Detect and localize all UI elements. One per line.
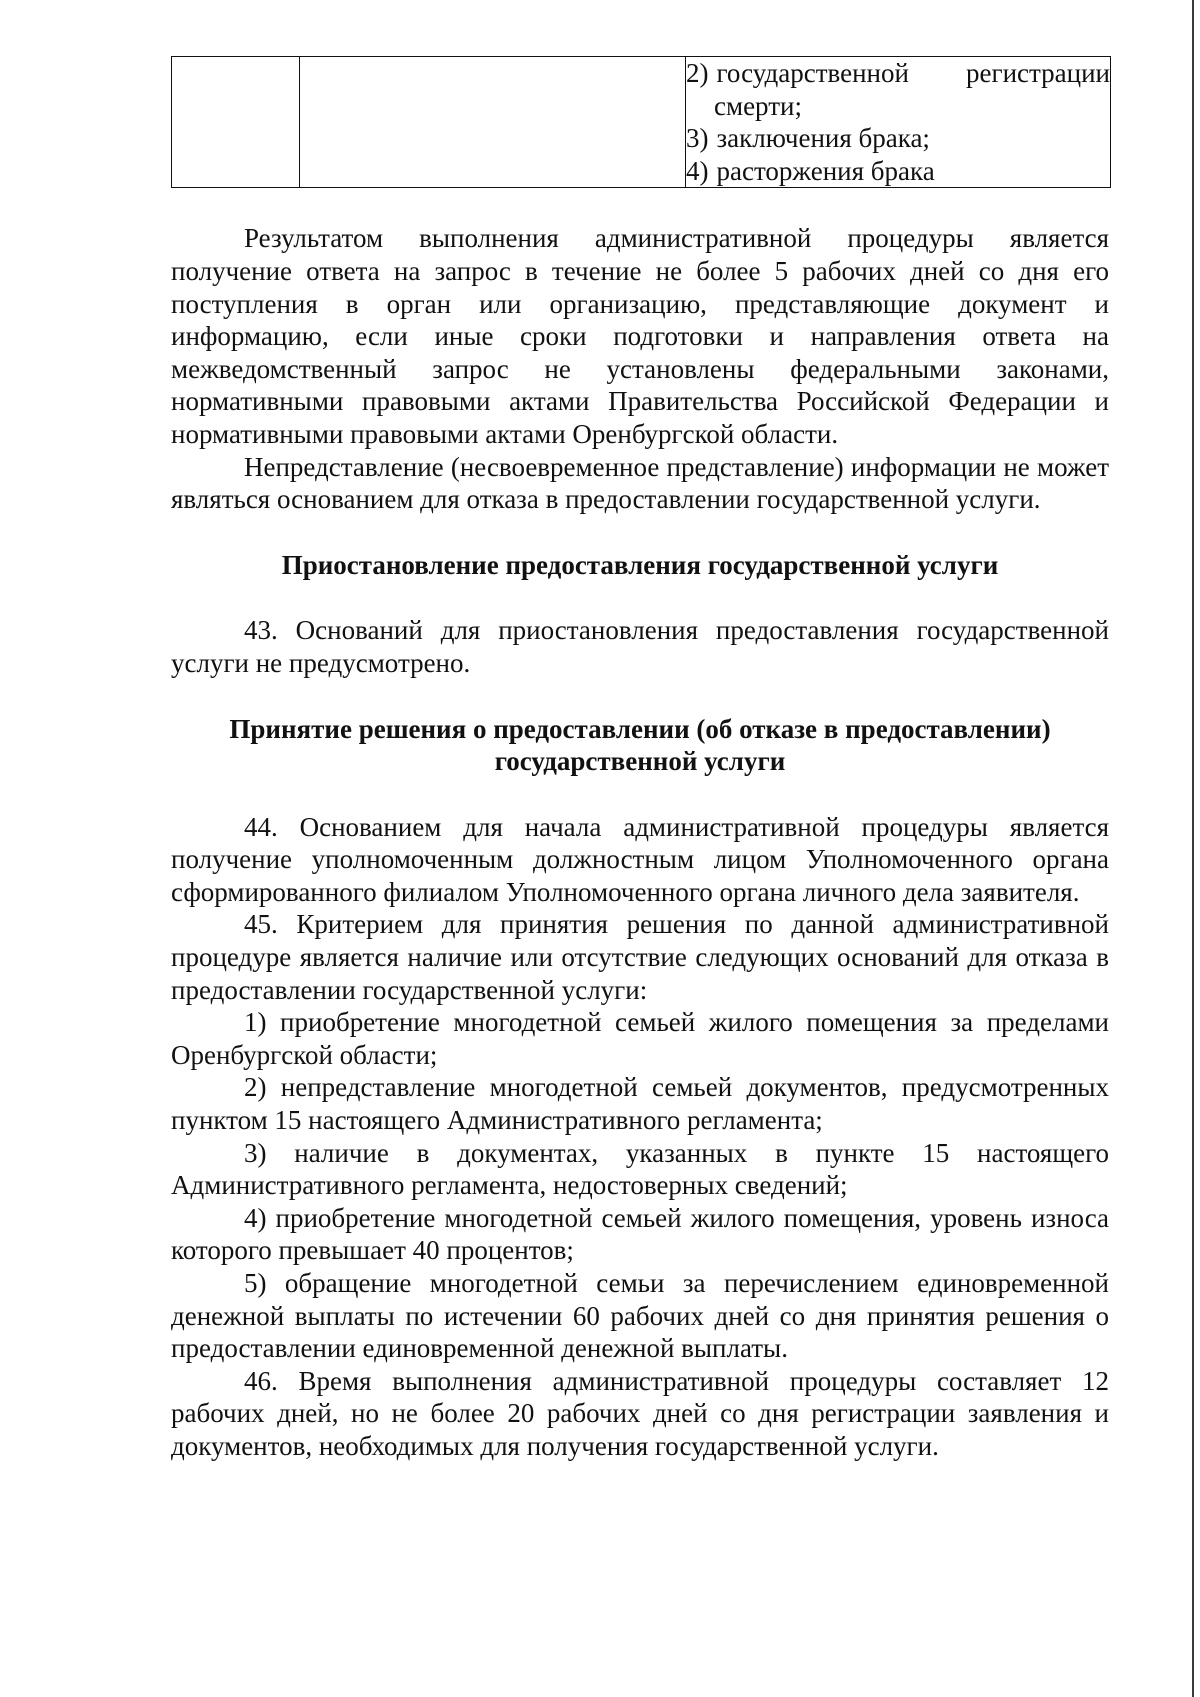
list-item-text: расторжения брака: [716, 155, 935, 186]
paragraph-result: Результатом выполнения административной процедуры является получение ответа на запрос в течение не более 5 рабочих дней со дня его поступления в орган или организацию, представляющие документ и информацию, если иные сроки подготовки и направления ответа на межведомственный запрос не установлены федеральными законами, нормативными правовыми актами Правительства Российской Федерации и нормативными правовыми актами Оренбургской области.: [171, 223, 1109, 449]
paragraph-44: 44. Основанием для начала административной процедуры является получение уполномоченным должностным лицом Уполномоченного органа сформированного филиалом Уполномоченного органа личного дела заявителя.: [171, 811, 1109, 907]
section-heading-suspension: Приостановление предоставления государственной услуги: [281, 549, 999, 580]
table-cell-empty-2: [300, 57, 686, 188]
paragraph-43: 43. Оснований для приостановления предоставления государственной услуги не предусмотрено.: [171, 615, 1109, 678]
list-item-number: 2): [686, 58, 709, 88]
list-item-number: 4): [686, 155, 709, 186]
paragraph-45: 45. Критерием для принятия решения по данной административной процедуре является наличие или отсутствие следующих оснований для отказа в предоставлении государственной услуги:: [171, 909, 1109, 1005]
section-heading-decision: [171, 713, 1109, 778]
table-cell-list: [686, 57, 1111, 188]
list-item: [686, 122, 1110, 155]
paragraph-46: 46. Время выполнения административной процедуры составляет 12 рабочих дней, но не более 20 рабочих дней со дня регистрации заявления и документов, необходимых для получения государственной услуги.: [171, 1365, 1109, 1461]
list-item-text: государственной регистрации: [716, 58, 1110, 88]
paragraph-45-item-5: 5) обращение многодетной семьи за перечислением единовременной денежной выплаты по истечении 60 рабочих дней со дня принятия решения о предоставлении единовременной денежной выплаты.: [171, 1268, 1109, 1364]
continuation-table: [171, 56, 1111, 188]
section-heading-decision-line-1: Принятие решения о предоставлении (об отказе в предоставлении): [229, 713, 1051, 744]
table-cell-empty-1: [172, 57, 300, 188]
paragraph-45-item-2: 2) непредставление многодетной семьей документов, предусмотренных пунктом 15 настоящего Административного регламента;: [171, 1072, 1109, 1136]
table-row: [172, 57, 1111, 188]
paragraph-45-item-4: 4) приобретение многодетной семьей жилого помещения, уровень износа которого превышает 40 процентов;: [171, 1202, 1109, 1266]
list-item-number: 3): [686, 123, 709, 154]
list-item-continuation: смерти;: [714, 90, 802, 121]
list-item: [686, 57, 1110, 90]
scan-edge-line: [1192, 0, 1194, 1697]
section-heading-decision-line-2: государственной услуги: [494, 746, 786, 777]
document-body: [171, 56, 1109, 1463]
paragraph-nonprovision: Непредставление (несвоевременное представление) информации не может являться основанием для отказа в предоставлении государственной услуги.: [171, 451, 1109, 515]
paragraph-45-item-3: 3) наличие в документах, указанных в пункте 15 настоящего Административного регламента, недостоверных сведений;: [171, 1137, 1109, 1201]
paragraph-45-item-1: 1) приобретение многодетной семьей жилого помещения за пределами Оренбургской области;: [171, 1007, 1109, 1070]
list-item-text: заключения брака;: [716, 123, 930, 154]
list-item: [686, 155, 1110, 188]
